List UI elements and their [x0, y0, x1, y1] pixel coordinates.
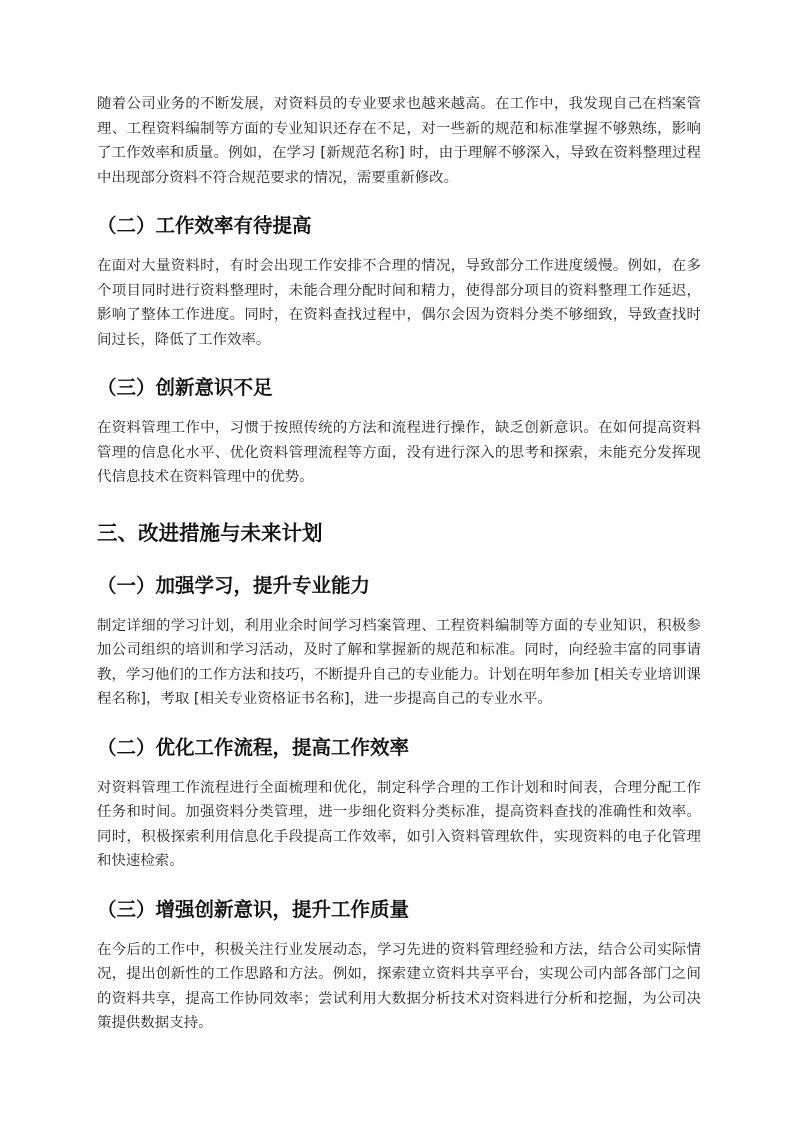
paragraph-efficiency: 在面对大量资料时，有时会出现工作安排不合理的情况，导致部分工作进度缓慢。例如，在多个项目同时进行资料整理时，未能合理分配时间和精力，使得部分项目的资料整理工作延迟，影响了整体工作进度。同时，在资料查找过程中，偶尔会因为资料分类不够细致，导致查找时间过长，降低了工作效率。 — [97, 258, 701, 348]
paragraph-professional-knowledge: 随着公司业务的不断发展，对资料员的专业要求也越来越高。在工作中，我发现自己在档案管理、工程资料编制等方面的专业知识还存在不足，对一些新的规范和标准掌握不够熟练，影响了工作效率和质量。例如，在学习 [新规范名称] 时，由于理解不够深入，导致在资料整理过程中出现部分资料不符合规范要求的情况，需要重新修改。 — [97, 96, 701, 186]
heading-improvement-plan: 三、改进措施与未来计划 — [97, 520, 323, 545]
heading-optimize-workflow: （二）优化工作流程，提高工作效率 — [97, 735, 410, 759]
heading-enhance-innovation: （三）增强创新意识，提升工作质量 — [97, 897, 410, 921]
document-page — [97, 92, 701, 1036]
paragraph-workflow: 对资料管理工作流程进行全面梳理和优化，制定科学合理的工作计划和时间表，合理分配工作任务和时间。加强资料分类管理，进一步细化资料分类标准，提高资料查找的准确性和效率。同时，积极探索利用信息化手段提高工作效率，如引入资料管理软件，实现资料的电子化管理和快速检索。 — [97, 779, 701, 869]
paragraph-innovation-plan: 在今后的工作中，积极关注行业发展动态，学习先进的资料管理经验和方法，结合公司实际情况，提出创新性的工作思路和方法。例如，探索建立资料共享平台，实现公司内部各部门之间的资料共享，提高工作协同效率；尝试利用大数据分析技术对资料进行分析和挖掘，为公司决策提供数据支持。 — [97, 941, 701, 1031]
paragraph-innovation: 在资料管理工作中，习惯于按照传统的方法和流程进行操作，缺乏创新意识。在如何提高资料管理的信息化水平、优化资料管理流程等方面，没有进行深入的思考和探索，未能充分发挥现代信息技术在资料管理中的优势。 — [97, 420, 701, 485]
heading-innovation-lacking: （三）创新意识不足 — [97, 376, 273, 399]
heading-strengthen-learning: （一）加强学习，提升专业能力 — [97, 573, 371, 597]
paragraph-learning-plan: 制定详细的学习计划，利用业余时间学习档案管理、工程资料编制等方面的专业知识，积极参加公司组织的培训和学习活动，及时了解和掌握新的规范和标准。同时，向经验丰富的同事请教，学习他们的工作方法和技巧，不断提升自己的专业能力。计划在明年参加 [相关专业培训课程名称]，考取 [相关专业资格证书名称]，进一步提高自己的专业水平。 — [97, 617, 701, 707]
heading-efficiency-to-improve: （二）工作效率有待提高 — [97, 214, 312, 237]
